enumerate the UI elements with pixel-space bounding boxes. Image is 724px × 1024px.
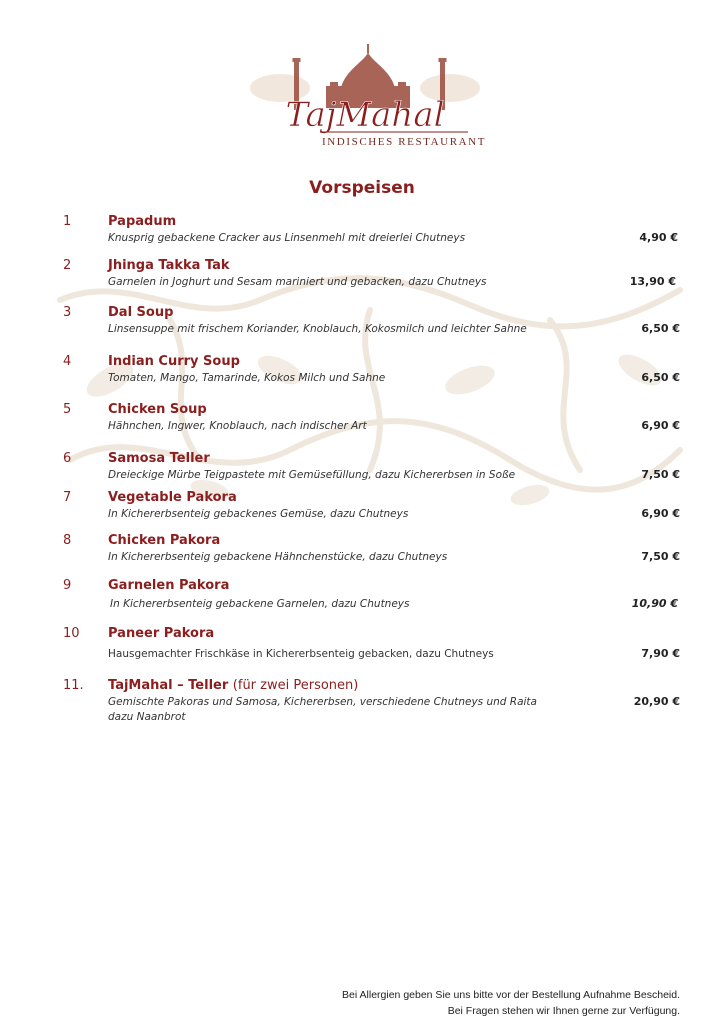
item-description: Dreieckige Mürbe Teigpastete mit Gemüsefüllung, dazu Kichererbsen in Soße	[108, 469, 516, 481]
item-description: Gemischte Pakoras und Samosa, Kichererbsen, verschiedene Chutneys und Raita dazu Naanbrot	[108, 696, 537, 723]
allergy-note	[342, 987, 680, 1019]
item-price: 4,90 €	[639, 231, 678, 244]
item-title-text: Garnelen Pakora	[108, 578, 230, 593]
item-title	[108, 578, 229, 593]
item-note: (für zwei Personen)	[232, 678, 359, 693]
item-price: 6,50 €	[641, 371, 680, 384]
item-title	[108, 626, 214, 641]
item-title	[108, 258, 230, 273]
item-description: Tomaten, Mango, Tamarinde, Kokos Milch und Sahne	[108, 372, 386, 384]
item-title	[108, 402, 207, 417]
item-title-text: Vegetable Pakora	[108, 490, 237, 505]
item-description: In Kichererbsenteig gebackene Hähnchenstücke, dazu Chutneys	[108, 551, 448, 563]
item-price: 6,50 €	[641, 322, 680, 335]
item-price: 20,90 €	[633, 695, 680, 708]
item-title-text: Dal Soup	[108, 305, 174, 320]
item-number: 3	[63, 305, 72, 320]
item-title	[108, 354, 240, 369]
item-title-text: Paneer Pakora	[108, 626, 215, 641]
item-title	[108, 214, 176, 229]
item-description: Hausgemachter Frischkäse in Kichererbsenteig gebacken, dazu Chutneys	[108, 648, 494, 660]
item-description: In Kichererbsenteig gebackenes Gemüse, dazu Chutneys	[108, 508, 409, 520]
item-title-text: Jhinga Takka Tak	[108, 258, 230, 273]
item-price: 13,90 €	[629, 275, 676, 288]
item-title	[108, 490, 237, 505]
footer-line-2: Bei Fragen stehen wir Ihnen gerne zur Verfügung.	[447, 1005, 680, 1017]
item-title	[108, 451, 210, 466]
item-number: 11.	[63, 678, 84, 693]
item-price: 7,50 €	[641, 550, 680, 563]
svg-text:TajMahal: TajMahal	[285, 95, 445, 135]
item-title	[108, 305, 173, 320]
item-title-text: Chicken Soup	[108, 402, 207, 417]
item-number: 8	[63, 533, 72, 548]
item-title-text: Indian Curry Soup	[108, 354, 240, 369]
item-title-text: TajMahal – Teller	[108, 678, 229, 693]
item-title-text: Samosa Teller	[108, 451, 210, 466]
item-title	[108, 533, 220, 548]
logo-subtitle: INDISCHES RESTAURANT	[322, 136, 487, 148]
item-number: 5	[63, 402, 72, 417]
item-number: 6	[63, 451, 72, 466]
footer-line-1: Bei Allergien geben Sie uns bitte vor der Bestellung Aufnahme Bescheid.	[342, 989, 680, 1001]
item-number: 7	[63, 490, 72, 505]
item-description: Knusprig gebackene Cracker aus Linsenmehl mit dreierlei Chutneys	[108, 232, 466, 244]
item-price: 6,90 €	[641, 507, 680, 520]
item-description: Garnelen in Joghurt und Sesam mariniert und gebacken, dazu Chutneys	[108, 276, 487, 288]
item-number: 9	[63, 578, 72, 593]
item-price: 10,90 €	[631, 597, 678, 610]
item-title-text: Chicken Pakora	[108, 533, 221, 548]
item-title	[108, 678, 358, 693]
item-description: In Kichererbsenteig gebackene Garnelen, dazu Chutneys	[110, 598, 410, 610]
item-description: Linsensuppe mit frischem Koriander, Knoblauch, Kokosmilch und leichter Sahne	[108, 323, 527, 335]
item-price: 7,90 €	[641, 647, 680, 660]
item-price: 7,50 €	[641, 468, 680, 481]
item-number: 10	[63, 626, 80, 641]
item-number: 2	[63, 258, 72, 273]
item-description: Hähnchen, Ingwer, Knoblauch, nach indischer Art	[108, 420, 367, 432]
item-price: 6,90 €	[641, 419, 680, 432]
item-title-text: Papadum	[108, 214, 177, 229]
item-number: 4	[63, 354, 72, 369]
item-number: 1	[63, 214, 72, 229]
section-title: Vorspeisen	[309, 178, 415, 198]
